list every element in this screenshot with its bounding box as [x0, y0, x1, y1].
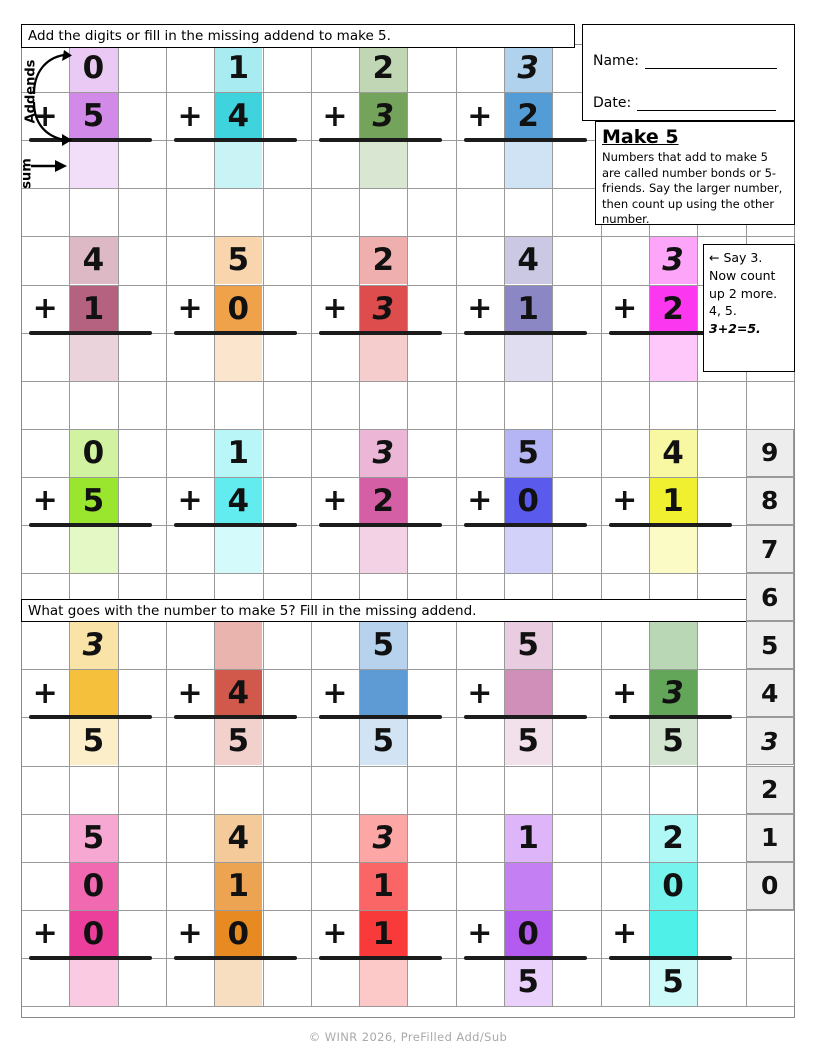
row-5-problem-4-plus-sign: +	[467, 916, 493, 952]
info-box-title: Make 5	[602, 126, 679, 148]
row-3-problem-3-bottom-addend: 2	[372, 482, 395, 519]
row-4-problem-4-bottom-cell	[505, 670, 552, 717]
tip-line-3: up 2 more.	[709, 285, 778, 301]
row-3-problem-3-sum-cell	[360, 526, 407, 573]
row-5-problem-3-sum-cell	[360, 959, 407, 1006]
row-2-problem-2-plus-sign: +	[177, 291, 203, 327]
row-1-problem-4-top-addend: 3	[517, 50, 539, 87]
row-2-problem-1-plus-sign: +	[32, 291, 58, 327]
row-3-problem-5-top-addend: 4	[662, 434, 684, 471]
name-input-line[interactable]	[645, 49, 777, 69]
row-2-problem-1-sum-cell	[70, 334, 117, 381]
row-3-problem-1-plus-sign: +	[32, 483, 58, 519]
row-2-problem-2-top-addend: 5	[227, 242, 250, 279]
row-5-problem-3-plus-sign: +	[322, 916, 348, 952]
addends-arrows-icon	[30, 50, 74, 150]
row-2-problem-2-bottom-addend: 0	[227, 290, 250, 327]
row-3-problem-4-plus-sign: +	[467, 483, 493, 519]
row-5-problem-5-addend2: 0	[662, 867, 684, 904]
row-1-problem-1-top-addend: 0	[82, 50, 105, 87]
row-3-problem-5-plus-sign: +	[612, 483, 638, 519]
row-4-problem-2-bottom-addend: 4	[227, 675, 250, 712]
info-box-body: Numbers that add to make 5 are called number bonds or 5-friends. Say the larger number, then count up using the other number.	[602, 150, 783, 227]
row-1-problem-2-plus-sign: +	[177, 98, 203, 134]
row-3-problem-3-top-addend: 3	[372, 434, 395, 471]
row-5-problem-2-plus-sign: +	[177, 916, 203, 952]
row-5-problem-1-addend3: 0	[82, 915, 105, 952]
row-3-problem-4-top-addend: 5	[517, 434, 539, 471]
row-3-problem-4-bottom-addend: 0	[517, 482, 539, 519]
row-5-problem-2-sum-cell	[215, 959, 262, 1006]
number-strip-cell-9[interactable]: 9	[746, 429, 794, 477]
name-row	[593, 49, 777, 69]
tip-line-2: Now count	[709, 267, 776, 283]
row-4-problem-1-answer-line	[29, 715, 152, 719]
row-3-problem-4-sum-cell	[505, 526, 552, 573]
number-strip-cell-5[interactable]: 5	[746, 621, 794, 669]
row-5-problem-4-addend2-cell	[505, 863, 552, 910]
row-5-problem-5-addend1: 2	[662, 819, 684, 856]
row-5-problem-1-addend2: 0	[82, 867, 105, 904]
row-5-problem-1-plus-sign: +	[32, 916, 58, 952]
row-4-problem-5-plus-sign: +	[612, 675, 638, 711]
row-2-problem-1-answer-line	[29, 331, 152, 335]
row-1-problem-4-sum-cell	[505, 141, 552, 188]
row-5-problem-2-answer-line	[174, 956, 297, 960]
row-2-problem-5-plus-sign: +	[612, 291, 638, 327]
row-4-problem-3-top-addend: 5	[372, 627, 395, 664]
row-5-problem-4-sum-value: 5	[517, 963, 539, 1000]
row-1-problem-1-plus-sign: +	[32, 98, 58, 134]
number-strip-cell-0[interactable]: 0	[746, 862, 794, 910]
row-2-problem-4-bottom-addend: 1	[517, 290, 539, 327]
number-strip-cell-4[interactable]: 4	[746, 669, 794, 717]
tip-line-4: 4, 5.	[709, 303, 737, 319]
row-5-problem-1-addend1: 5	[82, 819, 105, 856]
row-5-problem-3-addend3: 1	[372, 915, 395, 952]
row-5-problem-2-addend3: 0	[227, 915, 250, 952]
row-2-problem-5-sum-cell	[650, 334, 697, 381]
row-1-problem-2-answer-line	[174, 138, 297, 142]
row-3-problem-1-top-addend: 0	[82, 434, 105, 471]
row-5-problem-5-addend3-cell	[650, 911, 697, 958]
row-5-problem-3-addend1: 3	[372, 819, 395, 856]
banner-top-text: Add the digits or fill in the missing addend to make 5.	[28, 28, 391, 44]
row-2-problem-5-bottom-addend: 2	[662, 290, 684, 327]
row-3-problem-3-answer-line	[319, 523, 442, 527]
number-strip-cell-2[interactable]: 2	[746, 766, 794, 814]
row-5-problem-1-sum-cell	[70, 959, 117, 1006]
row-4-problem-5-top-cell	[650, 622, 697, 669]
row-2-problem-3-top-addend: 2	[372, 242, 395, 279]
row-4-problem-5-sum-value: 5	[662, 723, 684, 760]
row-1-problem-3-answer-line	[319, 138, 442, 142]
name-label: Name:	[593, 53, 640, 69]
row-4-problem-4-sum-value: 5	[517, 723, 539, 760]
row-4-problem-3-bottom-cell	[360, 670, 407, 717]
banner-top-instruction	[21, 24, 575, 48]
row-3-problem-5-answer-line	[609, 523, 732, 527]
banner-middle-text: What goes with the number to make 5? Fill in the missing addend.	[28, 602, 477, 619]
row-5-problem-2-addend1: 4	[227, 819, 250, 856]
number-strip-cell-7[interactable]: 7	[746, 525, 794, 573]
row-3-problem-4-answer-line	[464, 523, 587, 527]
tip-box-say3	[703, 244, 795, 372]
row-2-problem-3-sum-cell	[360, 334, 407, 381]
row-5-problem-4-addend3: 0	[517, 915, 539, 952]
sum-label-text: sum	[19, 158, 35, 189]
row-4-problem-4-answer-line	[464, 715, 587, 719]
row-4-problem-2-top-cell	[215, 622, 262, 669]
row-3-problem-5-bottom-addend: 1	[662, 482, 684, 519]
number-strip-cell-1[interactable]: 1	[746, 814, 794, 862]
row-4-problem-4-top-addend: 5	[517, 627, 539, 664]
info-box-make5	[595, 121, 795, 225]
row-5-problem-2-addend2: 1	[227, 867, 250, 904]
row-5-problem-5-answer-line	[609, 956, 732, 960]
row-3-problem-2-top-addend: 1	[227, 434, 250, 471]
tip-line-1: ← Say 3.	[709, 250, 763, 265]
row-2-problem-4-answer-line	[464, 331, 587, 335]
row-3-problem-1-bottom-addend: 5	[82, 482, 105, 519]
row-5-problem-5-plus-sign: +	[612, 916, 638, 952]
row-3-problem-1-answer-line	[29, 523, 152, 527]
row-2-problem-5-top-addend: 3	[662, 242, 684, 279]
row-4-problem-1-top-addend: 3	[82, 627, 105, 664]
row-3-problem-2-bottom-addend: 4	[227, 482, 250, 519]
row-5-problem-3-addend2: 1	[372, 867, 395, 904]
row-4-problem-1-bottom-cell	[70, 670, 117, 717]
banner-middle-instruction	[21, 599, 758, 622]
row-4-problem-3-sum-value: 5	[372, 723, 395, 760]
row-2-problem-4-sum-cell	[505, 334, 552, 381]
row-4-problem-2-plus-sign: +	[177, 675, 203, 711]
date-input-line[interactable]	[637, 91, 776, 111]
row-2-problem-4-top-addend: 4	[517, 242, 539, 279]
name-date-box	[582, 24, 795, 121]
row-1-problem-3-sum-cell	[360, 141, 407, 188]
row-4-problem-2-answer-line	[174, 715, 297, 719]
addends-label-text: Addends	[23, 59, 39, 124]
row-4-problem-4-plus-sign: +	[467, 675, 493, 711]
row-1-problem-4-bottom-addend: 2	[517, 98, 539, 135]
row-4-problem-5-answer-line	[609, 715, 732, 719]
row-5-problem-5-sum-value: 5	[662, 963, 684, 1000]
row-2-problem-4-plus-sign: +	[467, 291, 493, 327]
row-1-problem-1-bottom-addend: 5	[82, 98, 105, 135]
row-1-problem-1-sum-cell	[70, 141, 117, 188]
row-5-problem-4-addend1: 1	[517, 819, 539, 856]
row-2-problem-3-bottom-addend: 3	[372, 290, 395, 327]
row-1-problem-3-bottom-addend: 3	[372, 98, 395, 135]
date-label: Date:	[593, 95, 632, 111]
row-2-problem-1-bottom-addend: 1	[82, 290, 105, 327]
row-5-problem-1-answer-line	[29, 956, 152, 960]
row-1-problem-4-plus-sign: +	[467, 98, 493, 134]
row-1-problem-4-answer-line	[464, 138, 587, 142]
row-4-problem-1-plus-sign: +	[32, 675, 58, 711]
row-4-problem-1-sum-value: 5	[82, 723, 105, 760]
tip-line-5-equation: 3+2=5.	[709, 321, 761, 336]
sum-arrow-icon	[31, 157, 71, 175]
row-2-problem-2-answer-line	[174, 331, 297, 335]
row-2-problem-2-sum-cell	[215, 334, 262, 381]
row-4-problem-3-answer-line	[319, 715, 442, 719]
row-3-problem-3-plus-sign: +	[322, 483, 348, 519]
number-strip-cell-6[interactable]: 6	[746, 573, 794, 621]
row-1-problem-2-sum-cell	[215, 141, 262, 188]
row-1-problem-2-top-addend: 1	[227, 50, 250, 87]
row-2-problem-3-plus-sign: +	[322, 291, 348, 327]
row-4-problem-3-plus-sign: +	[322, 675, 348, 711]
row-5-problem-4-answer-line	[464, 956, 587, 960]
row-3-problem-5-sum-cell	[650, 526, 697, 573]
row-4-problem-5-bottom-addend: 3	[662, 675, 684, 712]
row-5-problem-3-answer-line	[319, 956, 442, 960]
row-3-problem-1-sum-cell	[70, 526, 117, 573]
number-strip-cell-3[interactable]: 3	[746, 717, 794, 765]
row-3-problem-2-answer-line	[174, 523, 297, 527]
row-3-problem-2-plus-sign: +	[177, 483, 203, 519]
row-2-problem-1-top-addend: 4	[82, 242, 105, 279]
number-strip-cell-8[interactable]: 8	[746, 477, 794, 525]
row-1-problem-3-top-addend: 2	[372, 50, 395, 87]
row-3-problem-2-sum-cell	[215, 526, 262, 573]
page-footer: © WINR 2026, PreFilled Add/Sub	[308, 1030, 508, 1044]
row-1-problem-3-plus-sign: +	[322, 98, 348, 134]
date-row	[593, 91, 776, 111]
row-1-problem-2-bottom-addend: 4	[227, 98, 250, 135]
row-2-problem-3-answer-line	[319, 331, 442, 335]
row-4-problem-2-sum-value: 5	[227, 723, 250, 760]
